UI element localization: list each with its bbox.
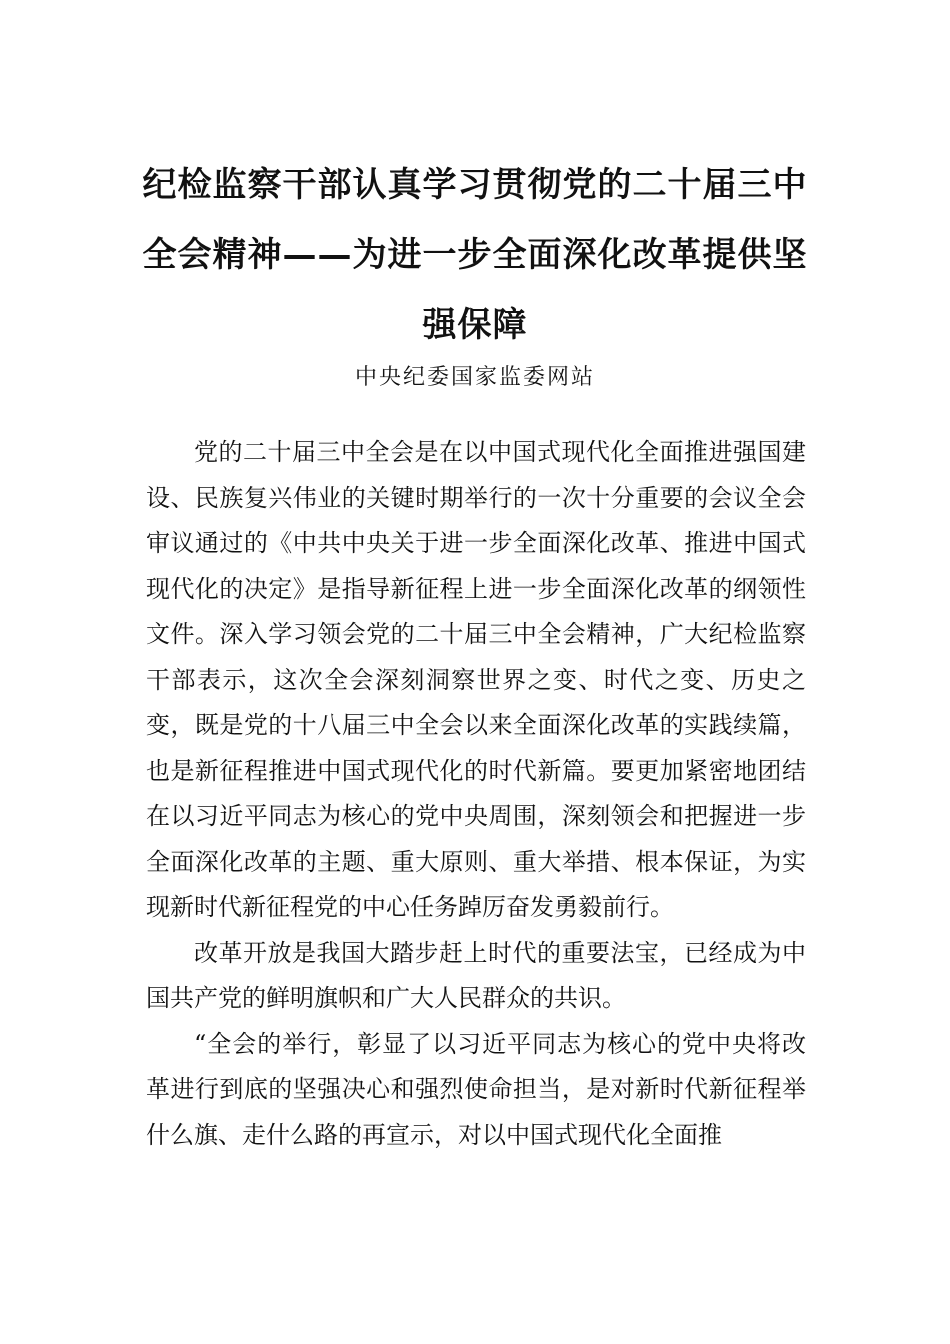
document-body xyxy=(146,430,806,1158)
document-source: 中央纪委国家监委网站 xyxy=(354,365,595,390)
document-title: 纪检监察干部认真学习贯彻党的二十届三中全会精神——为进一步全面深化改革提供坚强保障 xyxy=(142,165,808,345)
body-paragraph: 党的二十届三中全会是在以中国式现代化全面推进强国建设、民族复兴伟业的关键时期举行的一次十分重要的会议全会审议通过的《中共中央关于进一步全面深化改革、推进中国式现代化的决定》是指导新征程上进一步全面深化改革的纲领性文件。深入学习领会党的二十届三中全会精神，广大纪检监察干部表示，这次全会深刻洞察世界之变、时代之变、历史之变，既是党的十八届三中全会以来全面深化改革的实践续篇，也是新征程推进中国式现代化的时代新篇。要更加紧密地团结在以习近平同志为核心的党中央周围，深刻领会和把握进一步全面深化改革的主题、重大原则、重大举措、根本保证，为实现新时代新征程党的中心任务踔厉奋发勇毅前行。 xyxy=(146,438,806,921)
body-paragraph: “全会的举行，彰显了以习近平同志为核心的党中央将改革进行到底的坚强决心和强烈使命担当，是对新时代新征程举什么旗、走什么路的再宣示，对以中国式现代化全面推 xyxy=(146,1029,806,1149)
body-paragraph: 改革开放是我国大踏步赶上时代的重要法宝，已经成为中国共产党的鲜明旗帜和广大人民群众的共识。 xyxy=(146,938,806,1012)
